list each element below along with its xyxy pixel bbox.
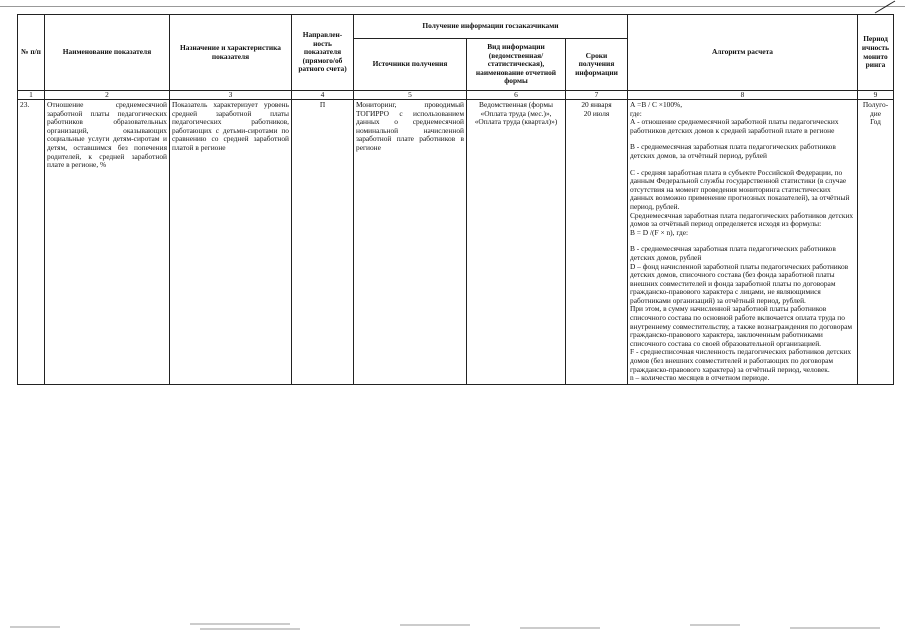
scan-footer-noise	[0, 620, 905, 634]
algorithm-where: где:	[630, 108, 642, 118]
header-direction: Направлен-ность показателя (прямого/об ратного счета)	[292, 15, 354, 91]
header-deadlines: Сроки получения информации	[566, 39, 628, 91]
period-year: Год	[870, 117, 881, 127]
header-receipt-group: Получение информации госзаказчиками	[354, 15, 628, 39]
header-info-type: Вид информации (ведомственная/ статистическая), наименование отчетной формы	[467, 39, 566, 91]
header-name: Наименование показателя	[45, 15, 170, 91]
header-num: № п/п	[18, 15, 45, 91]
row-info-type: Ведомственная (формы «Оплата труда (мес.)», «Оплата труда (квартал)»)	[467, 100, 566, 385]
deadline-july: 20 июля	[583, 108, 610, 118]
column-number: 9	[858, 91, 894, 100]
column-number: 6	[467, 91, 566, 100]
column-number: 8	[628, 91, 858, 100]
page-top-rule	[0, 6, 905, 7]
header-period: Период ичность монито ринга	[858, 15, 894, 91]
row-sources: Мониторинг, проводимый ТОГИРРО с использованием данных о среднемесячной номинальной начисленной заработной плате работников в регионе	[354, 100, 467, 385]
algorithm-n-def: n – количество месяцев в отчетном периоде.	[630, 373, 770, 383]
corner-pen-mark	[873, 0, 897, 14]
column-number: 4	[292, 91, 354, 100]
column-number: 3	[170, 91, 292, 100]
algorithm-b-intro: Среднемесячная заработная плата педагогических работников детских домов за отчётный период определяется исходя из формулы:	[630, 210, 854, 229]
column-number: 2	[45, 91, 170, 100]
algorithm-b-formula: В = D /(F × n), где:	[630, 227, 689, 237]
column-number: 1	[18, 91, 45, 100]
row-deadlines	[566, 100, 628, 385]
row-algorithm	[628, 100, 858, 385]
algorithm-formula: А =В / С ×100%,	[630, 100, 683, 109]
algorithm-f-def: F - среднесписочная численность педагогических работников детских домов (без внешних совместителей и работающих по договорам гражданско-правового характера) за отчётный период, человек.	[630, 347, 852, 374]
row-period	[858, 100, 894, 385]
row-direction: П	[292, 100, 354, 385]
column-number-row	[18, 91, 894, 100]
row-purpose: Показатель характеризует уровень средней заработной платы педагогических работников, работающих с детьми-сиротами по сравнению со средней заработной платой в регионе	[170, 100, 292, 385]
column-number: 7	[566, 91, 628, 100]
row-indicator-name: Отношение среднемесячной заработной платы педагогических работников образовательных организаций, оказывающих социальные услуги детям-сиротам и детям, оставшимся без попечения родителей, к средней заработной плате в регионе, %	[45, 100, 170, 385]
header-sources: Источники получения	[354, 39, 467, 91]
algorithm-note: При этом, в сумму начисленной заработной платы работников списочного состава по основной работе включается оплата труда по внутреннему совместительству, а также вознаграждения по договорам гражданско-правового характера, заключенным работниками списочного состава со своей образовательной организацией.	[630, 304, 853, 348]
period-half-year: Полуго-дие	[862, 100, 889, 118]
indicator-table-sheet	[17, 14, 893, 385]
header-algorithm: Алгоритм расчета	[628, 15, 858, 91]
column-number: 5	[354, 91, 467, 100]
algorithm-d-def: D – фонд начисленной заработной платы педагогических работников детских домов, списочного состава (без фонда заработной платы внешних совместителей и фонда заработной платы по договорам гражданско-правового характера с лицами, не являющимися работниками организаций) за отчётный период, рублей.	[630, 261, 849, 305]
algorithm-b-def: В - среднемесячная заработная плата педагогических работников детских домов, рублей	[630, 244, 836, 262]
table-row	[18, 100, 894, 385]
header-purpose: Назначение и характеристика показателя	[170, 15, 292, 91]
row-num: 23.	[18, 100, 45, 385]
indicator-table	[17, 14, 894, 385]
algorithm-def-b: В - среднемесячная заработная плата педагогических работников детских домов, за отчётный период, рублей	[630, 142, 836, 160]
deadline-january: 20 января	[581, 100, 612, 109]
algorithm-def-c: С - средняя заработная плата в субъекте Российской Федерации, по данным Федеральной службы государственной статистики (в случае отсутствия на момент проведения мониторинга статистических данных возможно применение прогнозных показателей), за отчётный период, рублей.	[630, 167, 850, 211]
algorithm-def-a: А - отношение среднемесячной заработной платы педагогических работников детских домов к средней заработной плате в регионе	[630, 117, 839, 135]
